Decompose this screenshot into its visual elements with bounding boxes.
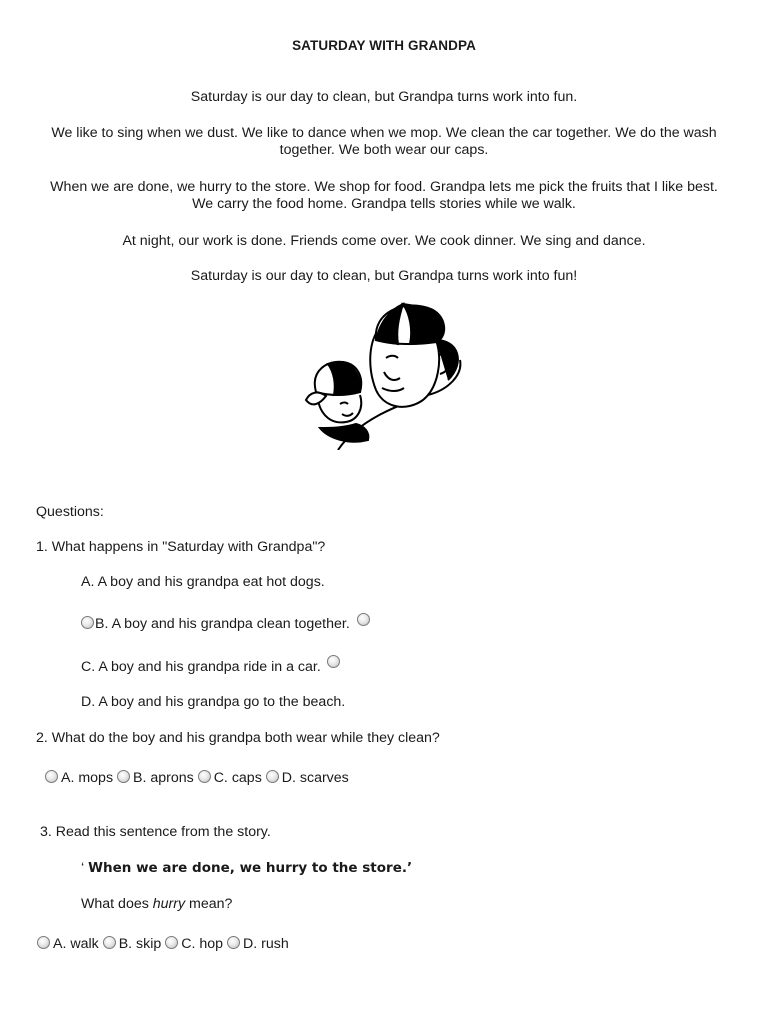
question-3-ask xyxy=(81,895,232,913)
option-label: B. aprons xyxy=(133,770,194,786)
radio-button[interactable] xyxy=(81,616,94,629)
questions-heading: Questions: xyxy=(36,504,104,520)
option-label: A. mops xyxy=(61,770,114,786)
option-label: D. rush xyxy=(242,936,289,952)
ask-word: hurry xyxy=(152,896,186,912)
radio-button[interactable] xyxy=(266,770,279,783)
question-3-prompt: 3. Read this sentence from the story. xyxy=(40,824,271,840)
question-2-prompt: 2. What do the boy and his grandpa both wear while they clean? xyxy=(36,730,440,746)
grandpa-boy-clipart xyxy=(298,300,478,450)
radio-button[interactable] xyxy=(227,936,240,949)
radio-button[interactable] xyxy=(103,936,116,949)
story-paragraph-2: We like to sing when we dust. We like to dance when we mop. We clean the car together. We do the wash together. We both wear our caps. xyxy=(51,125,717,158)
radio-button[interactable] xyxy=(37,936,50,949)
story-paragraph-3: When we are done, we hurry to the store. We shop for food. Grandpa lets me pick the fruits that I like best. We carry the food home. Grandpa tells stories while we walk. xyxy=(50,179,718,212)
question-3-options xyxy=(37,935,289,953)
question-1-option-a xyxy=(81,573,325,591)
option-label: D. A boy and his grandpa go to the beach. xyxy=(81,694,346,710)
radio-button[interactable] xyxy=(165,936,178,949)
radio-button[interactable] xyxy=(327,655,340,668)
question-2-options xyxy=(45,769,349,787)
worksheet-title: SATURDAY WITH GRANDPA xyxy=(292,38,476,53)
option-label: B. skip xyxy=(118,936,162,952)
quote-mark: ‘ xyxy=(81,860,85,876)
ask-before: What does xyxy=(81,896,153,912)
question-1-option-c[interactable] xyxy=(81,655,343,676)
story-paragraph-1: Saturday is our day to clean, but Grandpa turns work into fun. xyxy=(190,89,578,105)
question-1-option-d xyxy=(81,693,345,711)
radio-button[interactable] xyxy=(45,770,58,783)
quote-text: When we are done, we hurry to the store.’ xyxy=(88,860,413,876)
story-paragraph-4: At night, our work is done. Friends come over. We cook dinner. We sing and dance. xyxy=(122,233,646,249)
option-label: A. A boy and his grandpa eat hot dogs. xyxy=(81,574,325,590)
option-label: A. walk xyxy=(53,936,99,952)
radio-button[interactable] xyxy=(198,770,211,783)
option-label: C. A boy and his grandpa ride in a car. xyxy=(81,659,321,675)
radio-button[interactable] xyxy=(117,770,130,783)
question-1-prompt: 1. What happens in "Saturday with Grandpa"? xyxy=(36,539,326,555)
ask-after: mean? xyxy=(185,896,233,912)
radio-button[interactable] xyxy=(357,613,370,626)
option-label: C. hop xyxy=(181,936,224,952)
option-label: B. A boy and his grandpa clean together. xyxy=(95,616,350,632)
question-3-quote xyxy=(81,859,412,877)
option-label: D. scarves xyxy=(281,770,349,786)
grandpa-boy-illustration xyxy=(298,300,478,454)
story-paragraph-5: Saturday is our day to clean, but Grandpa turns work into fun! xyxy=(190,268,578,284)
question-1-option-b[interactable] xyxy=(81,613,373,633)
option-label: C. caps xyxy=(213,770,262,786)
